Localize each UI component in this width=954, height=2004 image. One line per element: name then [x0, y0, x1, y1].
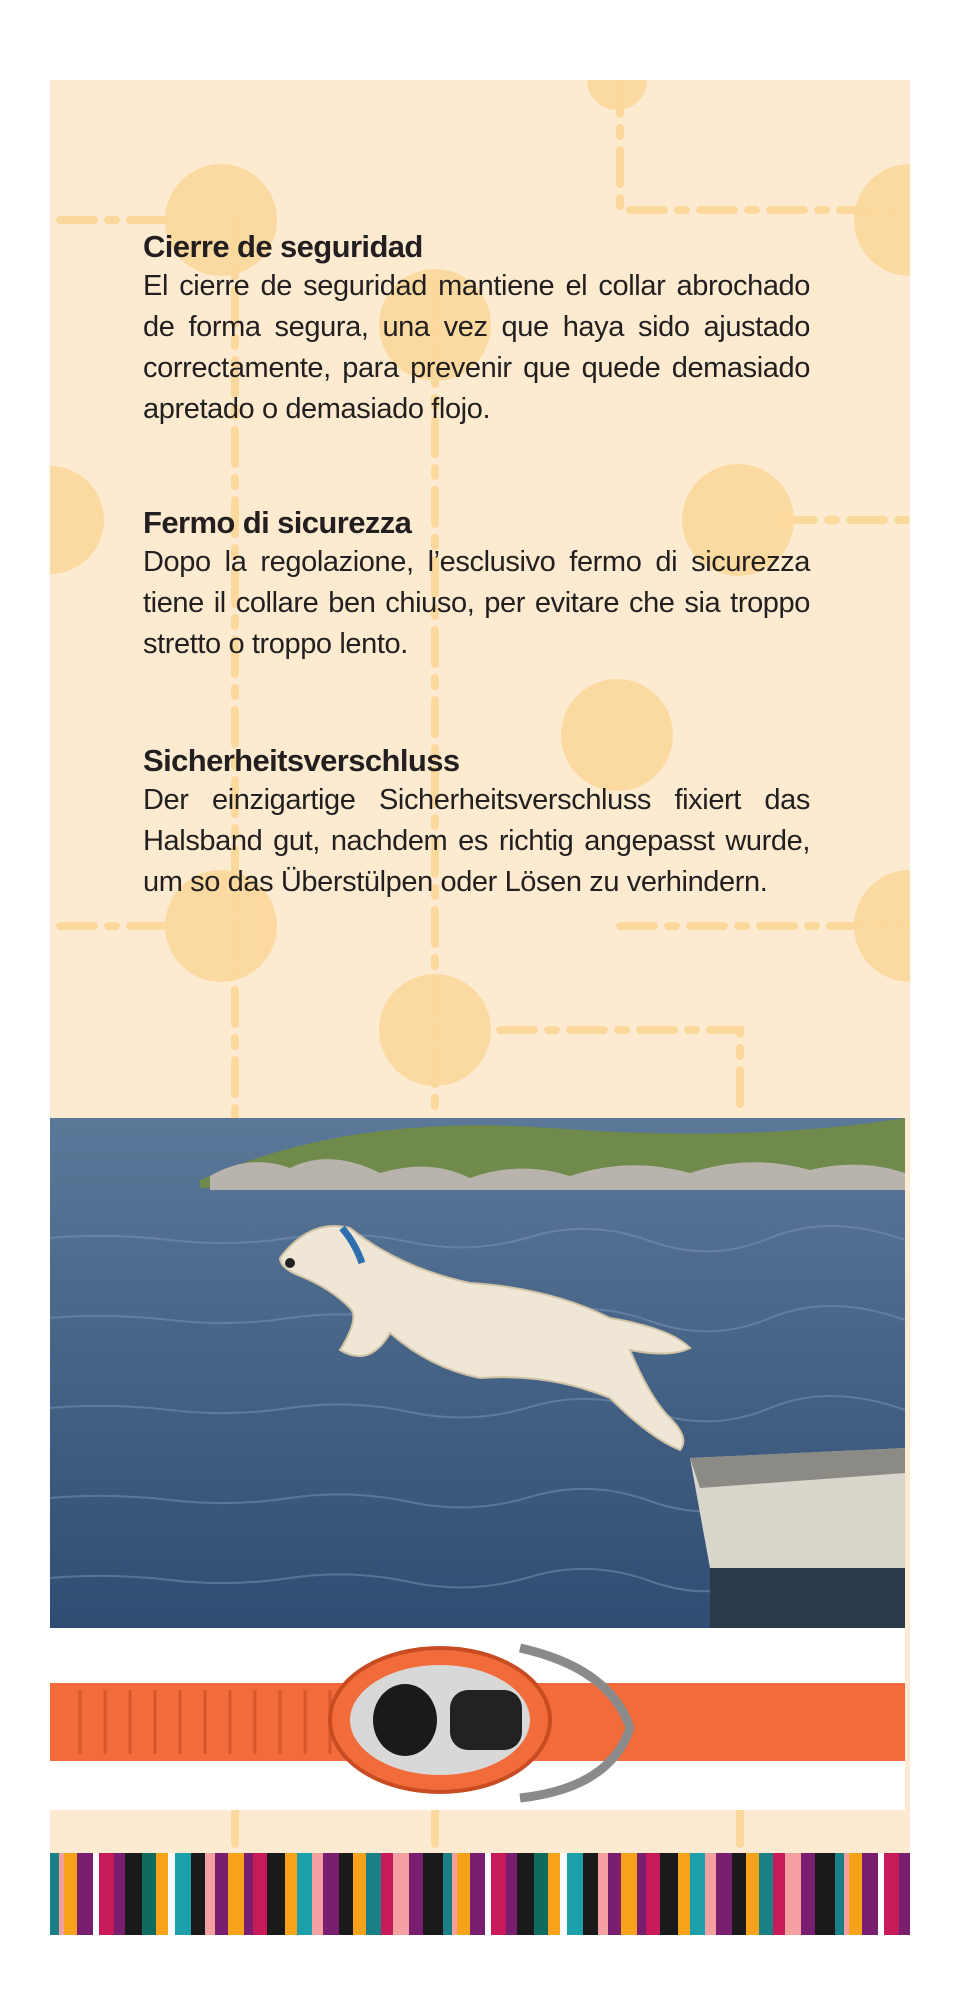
color-stripe	[660, 1853, 678, 1935]
color-stripe	[491, 1853, 506, 1935]
color-stripe	[746, 1853, 759, 1935]
color-stripe	[862, 1853, 878, 1935]
color-stripe	[125, 1853, 142, 1935]
color-stripe	[678, 1853, 690, 1935]
color-stripe	[457, 1853, 470, 1935]
color-stripe	[567, 1853, 583, 1935]
color-stripe	[191, 1853, 206, 1935]
color-stripe	[646, 1853, 660, 1935]
color-stripe	[732, 1853, 746, 1935]
color-stripe	[323, 1853, 339, 1935]
color-stripe	[339, 1853, 353, 1935]
color-stripe	[815, 1853, 835, 1935]
section-spanish	[143, 228, 810, 430]
section-heading: Cierre de seguridad	[143, 229, 423, 264]
color-stripe	[423, 1853, 443, 1935]
color-stripe	[785, 1853, 801, 1935]
color-stripe	[99, 1853, 114, 1935]
color-stripe	[297, 1853, 312, 1935]
color-stripe	[393, 1853, 409, 1935]
color-stripe	[560, 1853, 567, 1935]
color-stripe	[312, 1853, 323, 1935]
color-stripe	[517, 1853, 534, 1935]
color-stripe	[114, 1853, 125, 1935]
color-stripe	[50, 1853, 59, 1935]
color-stripe	[353, 1853, 366, 1935]
section-body: El cierre de seguridad mantiene el collar abrochado de forma segura, una vez que haya sido ajustado correctamente, para prevenir que quede demasiado apretado o demasiado flojo.	[143, 270, 810, 425]
color-stripe	[366, 1853, 381, 1935]
color-stripe	[759, 1853, 774, 1935]
section-heading: Sicherheitsverschluss	[143, 743, 460, 778]
collar-closeup-photo	[50, 1628, 905, 1810]
color-stripe	[175, 1853, 191, 1935]
section-italian	[143, 504, 810, 665]
section-body: Dopo la regolazione, l’esclusivo fermo di sicurezza tiene il collare ben chiuso, per evitare che sia troppo stretto o troppo lento.	[143, 546, 810, 660]
color-stripe	[506, 1853, 517, 1935]
color-stripe-band	[50, 1853, 910, 1935]
section-body: Der einzigartige Sicherheitsverschluss fixiert das Halsband gut, nachdem es richtig angepasst wurde, um so das Überstülpen oder Lösen zu verhindern.	[143, 784, 810, 898]
color-stripe	[534, 1853, 548, 1935]
color-stripe	[690, 1853, 705, 1935]
color-stripe	[142, 1853, 156, 1935]
color-stripe	[608, 1853, 621, 1935]
color-stripe	[835, 1853, 844, 1935]
color-stripe	[205, 1853, 215, 1935]
color-stripe	[470, 1853, 486, 1935]
brochure-panel	[50, 80, 910, 1935]
color-stripe	[583, 1853, 598, 1935]
color-stripe	[228, 1853, 244, 1935]
color-stripe	[849, 1853, 862, 1935]
section-heading: Fermo di sicurezza	[143, 505, 412, 540]
color-stripe	[548, 1853, 560, 1935]
color-stripe	[598, 1853, 608, 1935]
color-stripe	[253, 1853, 267, 1935]
color-stripe	[637, 1853, 646, 1935]
color-stripe	[267, 1853, 285, 1935]
dog-jumping-photo	[50, 1118, 905, 1628]
color-stripe	[773, 1853, 785, 1935]
color-stripe	[716, 1853, 732, 1935]
color-stripe	[884, 1853, 899, 1935]
color-stripe	[168, 1853, 175, 1935]
color-stripe	[64, 1853, 77, 1935]
color-stripe	[801, 1853, 815, 1935]
color-stripe	[443, 1853, 452, 1935]
color-stripe	[244, 1853, 253, 1935]
color-stripe	[381, 1853, 393, 1935]
color-stripe	[156, 1853, 168, 1935]
section-german	[143, 742, 810, 903]
color-stripe	[285, 1853, 297, 1935]
color-stripe	[77, 1853, 93, 1935]
color-stripe	[899, 1853, 910, 1935]
color-stripe	[705, 1853, 716, 1935]
color-stripe	[215, 1853, 228, 1935]
color-stripe	[621, 1853, 637, 1935]
color-stripe	[409, 1853, 423, 1935]
